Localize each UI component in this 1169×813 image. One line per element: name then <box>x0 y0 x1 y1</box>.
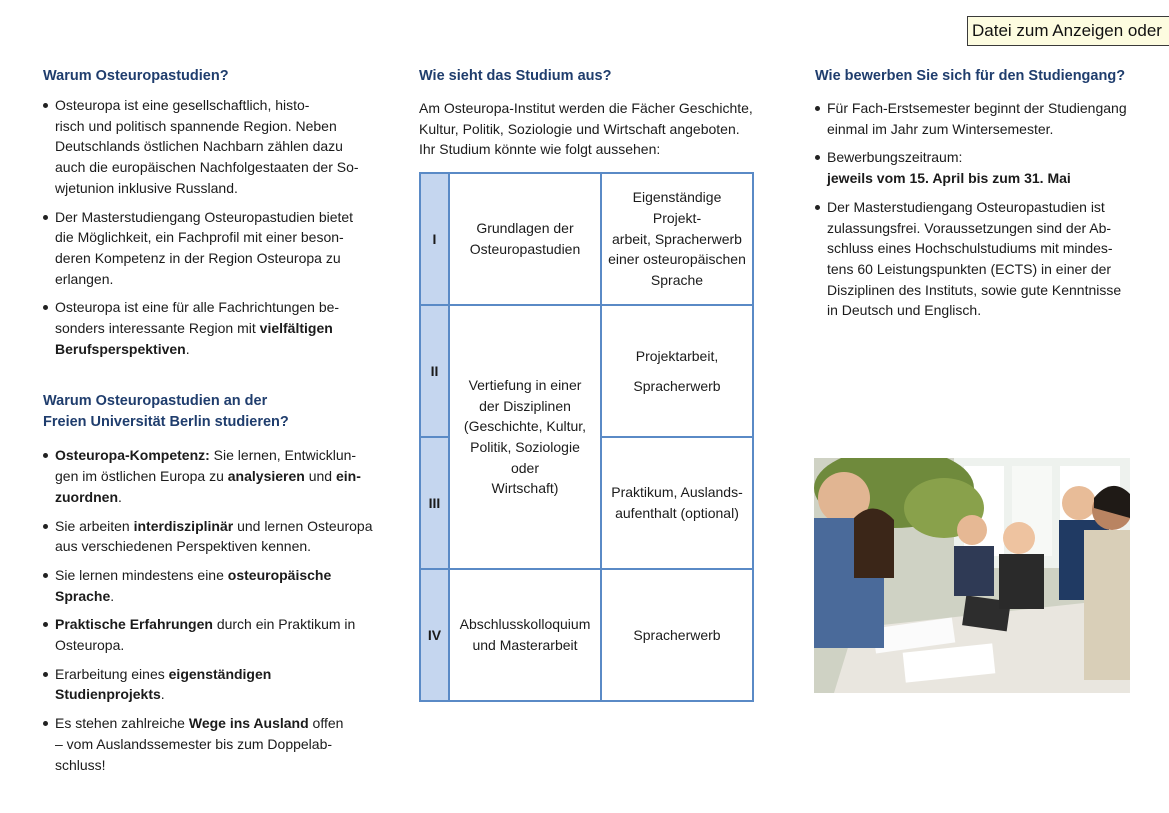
list-item: Sie arbeiten interdisziplinär und lernen Osteuropa aus verschiedenen Perspektiven kennen. <box>43 516 373 557</box>
list-item: Osteuropa ist eine gesellschaftlich, histo- risch und politisch spannende Region. Neben Deutschlands östlichen Nachbarn zählen dazu auch die europäischen Nachfolgestaaten der So- wjetunion inklusive Russland. <box>43 95 373 199</box>
heading-why: Warum Osteuropastudien? <box>43 68 229 84</box>
study-plan-table <box>419 172 754 702</box>
file-tooltip: Datei zum Anzeigen oder <box>967 16 1169 46</box>
table-cell: Grundlagen der Osteuropastudien <box>449 173 601 305</box>
semester-number: I <box>420 173 449 305</box>
list-item: Osteuropa-Kompetenz: Sie lernen, Entwicklun- gen im östlichen Europa zu analysieren und ein- zuordnen. <box>43 445 373 507</box>
list-item: Sie lernen mindestens eine osteuropäische Sprache. <box>43 565 373 606</box>
list-item: Osteuropa ist eine für alle Fachrichtungen be- sonders interessante Region mit vielfältigen Berufsperspektiven. <box>43 297 373 359</box>
list-item: Erarbeitung eines eigenständigen Studienprojekts. <box>43 664 373 705</box>
list-item: Bewerbungszeitraum: jeweils vom 15. April bis zum 31. Mai <box>815 147 1145 188</box>
list-item: Praktische Erfahrungen durch ein Praktikum in Osteuropa. <box>43 614 373 655</box>
apply-list <box>815 98 1145 321</box>
study-intro: Am Osteuropa-Institut werden die Fächer Geschichte, Kultur, Politik, Soziologie und Wirtschaft angeboten. Ihr Studium könnte wie folgt aussehen: <box>419 100 753 158</box>
column-study <box>419 66 759 160</box>
students-photo-illustration <box>814 458 1130 693</box>
semester-number: IV <box>420 569 449 701</box>
list-item: Der Masterstudiengang Osteuropastudien ist zulassungsfrei. Voraussetzungen sind der Ab- schluss eines Hochschulstudiums mit mindes- tens 60 Leistungspunkten (ECTS) in einer der Disziplinen des Instituts, sowie gute Kenntnisse in Deutsch und Englisch. <box>815 197 1145 321</box>
list-item: Der Masterstudiengang Osteuropastudien bietet die Möglichkeit, ein Fachprofil mit einer beson- deren Kompetenz in der Region Osteuropa zu erlangen. <box>43 207 373 290</box>
column-apply <box>815 66 1145 329</box>
table-cell: Vertiefung in einer der Disziplinen (Geschichte, Kultur, Politik, Soziologie oder Wirtschaft) <box>449 305 601 569</box>
why-list <box>43 95 373 359</box>
table-cell: Eigenständige Projekt- arbeit, Spracherwerb einer osteuropäischen Sprache <box>601 173 753 305</box>
list-item: Für Fach-Erstsemester beginnt der Studiengang einmal im Jahr zum Wintersemester. <box>815 98 1145 139</box>
table-cell: Projektarbeit, Spracherwerb <box>601 305 753 437</box>
heading-apply: Wie bewerben Sie sich für den Studiengang? <box>815 68 1126 84</box>
table-row <box>420 569 753 701</box>
semester-number: II <box>420 305 449 437</box>
fu-list <box>43 445 373 775</box>
semester-number: III <box>420 437 449 569</box>
students-photo <box>814 458 1130 693</box>
table-row <box>420 305 753 437</box>
table-row <box>420 173 753 305</box>
list-item: Es stehen zahlreiche Wege ins Ausland offen – vom Auslandssemester bis zum Doppelab- schluss! <box>43 713 373 775</box>
table-cell: Praktikum, Auslands- aufenthalt (optional) <box>601 437 753 569</box>
heading-why-fu: Warum Osteuropastudien an der Freien Universität Berlin studieren? <box>43 393 289 431</box>
column-why <box>43 66 373 783</box>
table-cell: Spracherwerb <box>601 569 753 701</box>
heading-study: Wie sieht das Studium aus? <box>419 68 612 84</box>
table-cell: Abschlusskolloquium und Masterarbeit <box>449 569 601 701</box>
